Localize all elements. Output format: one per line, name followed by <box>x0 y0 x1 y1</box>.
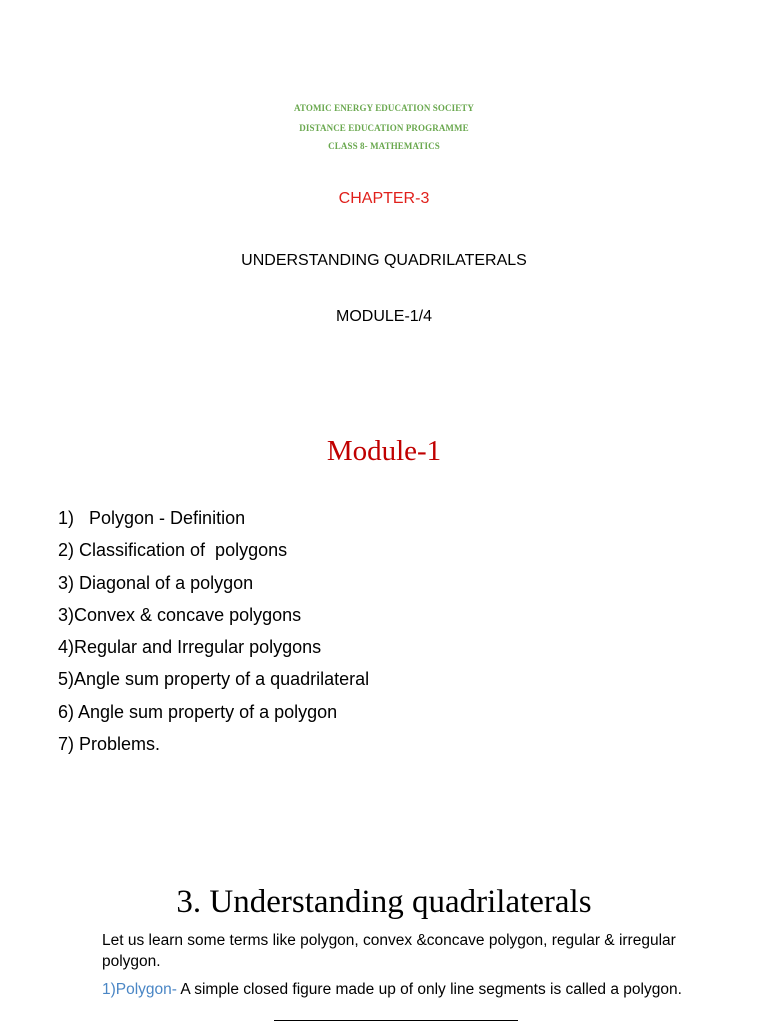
underline-rule <box>274 1020 518 1021</box>
list-item: 1) Polygon - Definition <box>58 508 246 528</box>
list-item: 7) Problems. <box>58 734 161 755</box>
list-item: 6) Angle sum property of a polygon <box>58 701 338 722</box>
module-heading: Module-1 <box>326 435 442 467</box>
org-name: ATOMIC ENERGY EDUCATION SOCIETY <box>293 103 475 113</box>
definition-text: A simple closed figure made up of only line segments is called a polygon. <box>176 981 682 998</box>
list-item: 3) Diagonal of a polygon <box>58 572 254 593</box>
chapter-label: CHAPTER-3 <box>338 190 430 207</box>
list-item: 3)Convex & concave polygons <box>58 604 302 625</box>
programme-name: DISTANCE EDUCATION PROGRAMME <box>299 123 469 133</box>
list-item: 4)Regular and Irregular polygons <box>58 637 322 658</box>
polygon-definition <box>102 979 702 1000</box>
chapter-title: UNDERSTANDING QUADRILATERALS <box>241 252 527 269</box>
list-item: 2) Classification of polygons <box>58 540 288 561</box>
section-title: 3. Understanding quadrilaterals <box>176 884 592 920</box>
list-item: 5)Angle sum property of a quadrilateral <box>58 669 370 690</box>
intro-paragraph: Let us learn some terms like polygon, convex &concave polygon, regular & irregular polygon. <box>102 932 676 970</box>
class-subject: CLASS 8- MATHEMATICS <box>328 141 440 151</box>
module-label: MODULE-1/4 <box>335 308 433 325</box>
topic-list <box>58 506 369 764</box>
definition-term: 1)Polygon- <box>102 981 177 998</box>
